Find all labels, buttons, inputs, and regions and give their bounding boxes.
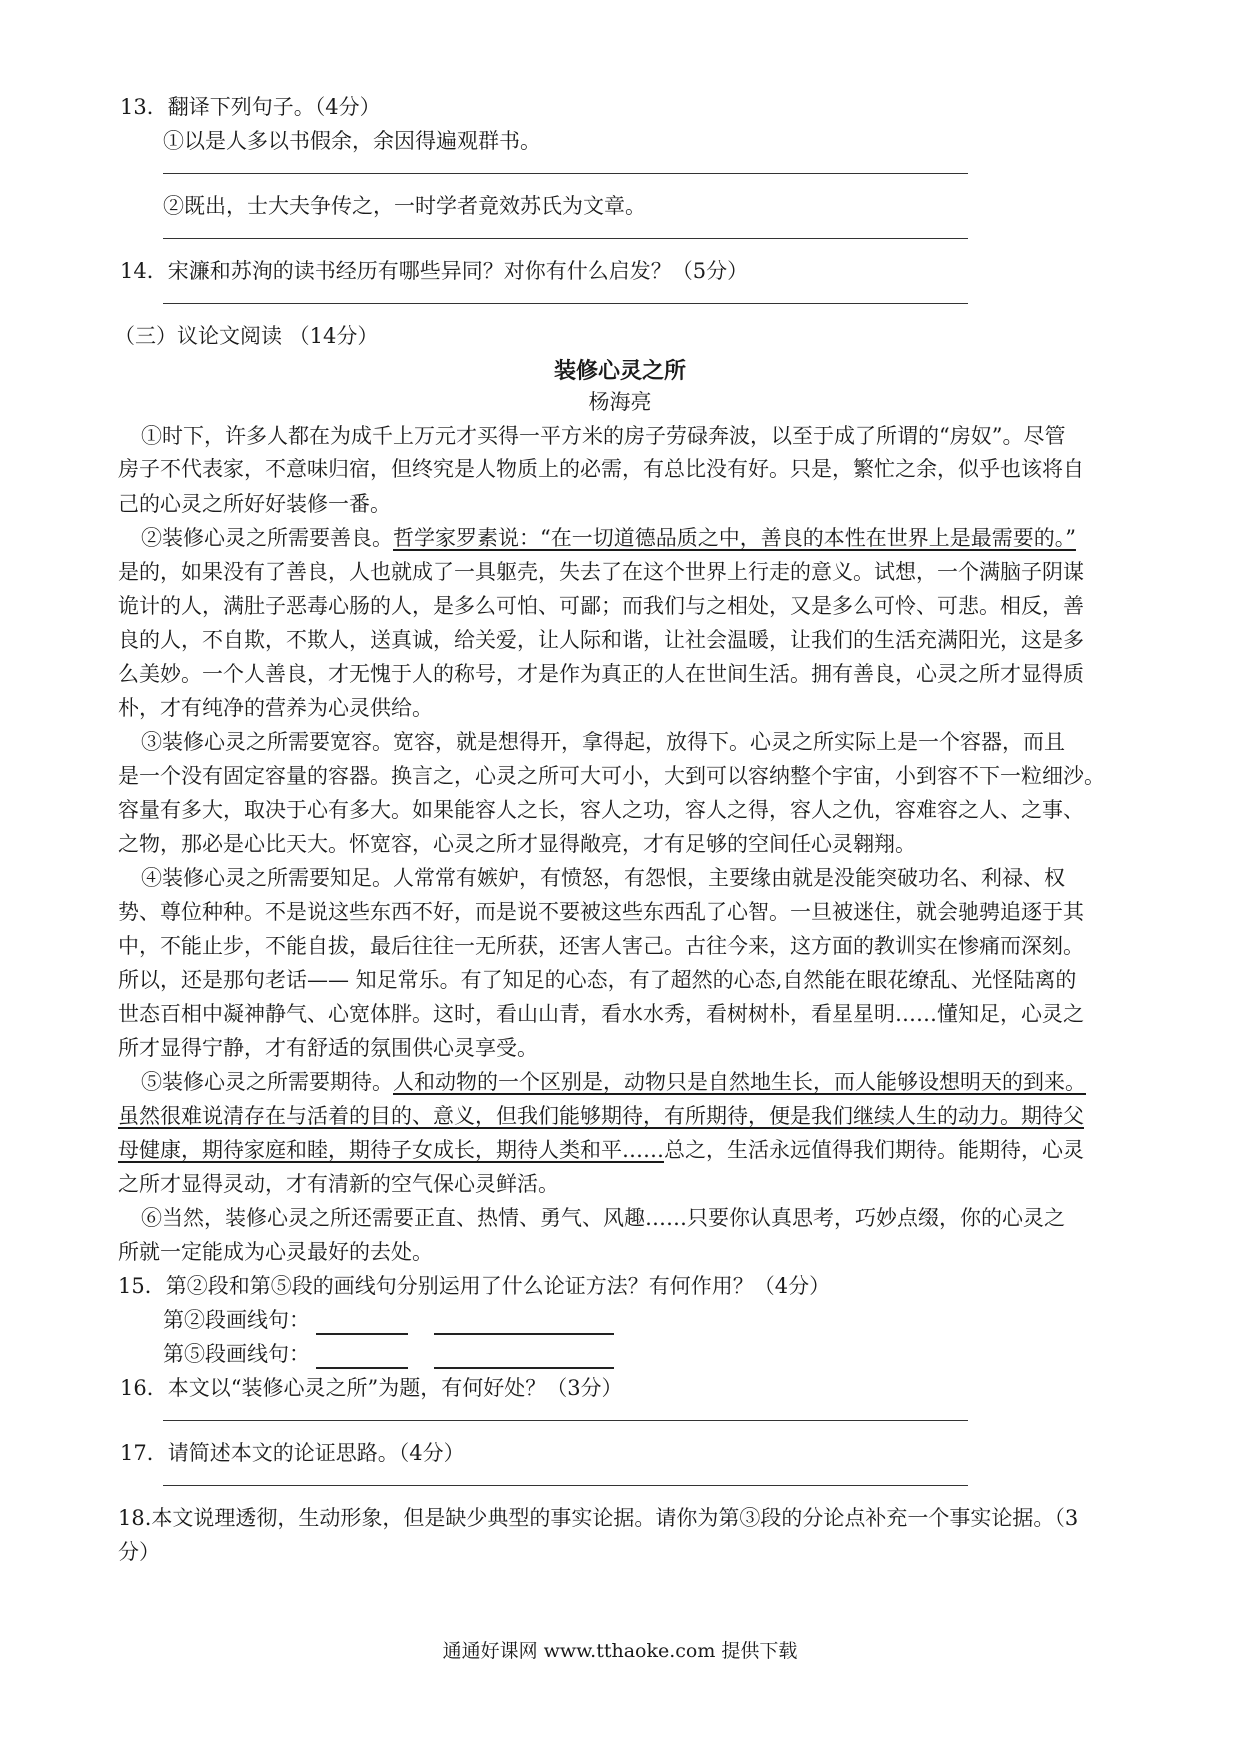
q15-answer-row-1 xyxy=(163,1305,614,1335)
article-para-3-line: ③装修心灵之所需要宽容。宽容，就是想得开，拿得起，放得下。心灵之所实际上是一个容器，而且 xyxy=(141,730,1065,754)
para-2-intro: ②装修心灵之所需要善良。 xyxy=(141,526,393,550)
q15-blank-effect-1[interactable] xyxy=(434,1313,614,1335)
article-para-6-line: ⑥当然，装修心灵之所还需要正直、热情、勇气、风趣……只要你认真思考，巧妙点缀，你的心灵之 xyxy=(141,1206,1065,1230)
article-para-1-line: ①时下，许多人都在为成千上万元才买得一平方米的房子劳碌奔波，以至于成了所谓的“房奴”。尽管 xyxy=(141,424,1066,448)
article-para-1-line: 己的心灵之所好好装修一番。 xyxy=(118,492,391,516)
article-title: 装修心灵之所 xyxy=(553,358,686,384)
q14-stem: 14．宋濂和苏洵的读书经历有哪些异同？对你有什么启发？（5分） xyxy=(120,259,749,283)
q15-blank-method-2[interactable] xyxy=(316,1347,408,1369)
article-para-6-line: 所就一定能成为心灵最好的去处。 xyxy=(118,1240,433,1264)
para-5-underlined-sentence: 母健康，期待家庭和睦，期待子女成长，期待人类和平…… xyxy=(118,1138,664,1162)
q15-answer-label-1: 第②段画线句： xyxy=(163,1308,310,1332)
q13-sentence-1: ①以是人多以书假余，余因得遍观群书。 xyxy=(163,129,541,153)
q13-answer-line-2 xyxy=(163,238,968,239)
article-para-5-line xyxy=(118,1135,1084,1165)
article-para-4-line: 中，不能止步，不能自拔，最后往往一无所获，还害人害己。古往今来，这方面的教训实在惨痛而深刻。 xyxy=(118,934,1084,958)
q18-stem-line-2: 分） xyxy=(118,1540,160,1564)
article-para-3-line: 是一个没有固定容量的容器。换言之，心灵之所可大可小，大到可以容纳整个宇宙，小到容不下一粒细沙。 xyxy=(118,764,1105,788)
q15-blank-effect-2[interactable] xyxy=(434,1347,614,1369)
article-para-5-line xyxy=(118,1101,1084,1131)
article-para-2-line: 么美妙。一个人善良，才无愧于人的称号，才是作为真正的人在世间生活。拥有善良，心灵之所才显得质 xyxy=(118,662,1084,686)
q16-stem: 16．本文以“装修心灵之所”为题，有何好处？（3分） xyxy=(120,1376,623,1400)
page-footer: 通通好课网 www.tthaoke.com 提供下载 xyxy=(442,1640,798,1662)
q15-stem: 15．第②段和第⑤段的画线句分别运用了什么论证方法？有何作用？（4分） xyxy=(118,1274,831,1298)
article-para-2-line: 良的人，不自欺，不欺人，送真诚，给关爱，让人际和谐，让社会温暖，让我们的生活充满阳光，这是多 xyxy=(118,628,1084,652)
article-para-4-line: 势、尊位种种。不是说这些东西不好，而是说不要被这些东西乱了心智。一旦被迷住，就会驰骋追逐于其 xyxy=(118,900,1084,924)
article-para-4-line: 世态百相中凝神静气、心宽体胖。这时，看山山青，看水水秀，看树树朴，看星星明……懂知足，心灵之 xyxy=(118,1002,1084,1026)
article-author: 杨海亮 xyxy=(588,390,652,414)
q13-stem: 13．翻译下列句子。（4分） xyxy=(120,95,381,119)
para-5-text: 总之，生活永远值得我们期待。能期待，心灵 xyxy=(664,1138,1084,1162)
article-para-5-line xyxy=(141,1067,1086,1097)
article-para-3-line: 之物，那必是心比天大。怀宽容，心灵之所才显得敞亮，才有足够的空间任心灵翱翔。 xyxy=(118,832,916,856)
article-para-2-line xyxy=(141,523,1076,553)
q15-answer-label-2: 第⑤段画线句： xyxy=(163,1342,310,1366)
article-para-4-line: 所以，还是那句老话—— 知足常乐。有了知足的心态，有了超然的心态,自然能在眼花缭乱、光怪陆离的 xyxy=(118,968,1077,992)
q17-stem: 17．请简述本文的论证思路。（4分） xyxy=(120,1441,465,1465)
article-para-4-line: ④装修心灵之所需要知足。人常常有嫉妒，有愤怒，有怨恨，主要缘由就是没能突破功名、利禄、权 xyxy=(141,866,1065,890)
article-para-1-line: 房子不代表家，不意味归宿，但终究是人物质上的必需，有总比没有好。只是，繁忙之余，似乎也该将自 xyxy=(118,457,1084,481)
para-5-underlined-sentence: 虽然很难说清存在与活着的目的、意义，但我们能够期待，有所期待，便是我们继续人生的动力。期待父 xyxy=(118,1104,1084,1128)
article-para-3-line: 容量有多大，取决于心有多大。如果能容人之长，容人之功，容人之得，容人之仇，容难容之人、之事、 xyxy=(118,798,1084,822)
article-para-2-line: 朴，才有纯净的营养为心灵供给。 xyxy=(118,696,433,720)
para-5-underlined-sentence: 人和动物的一个区别是，动物只是自然地生长，而人能够设想明天的到来。 xyxy=(393,1070,1086,1094)
article-para-5-line: 之所才显得灵动，才有清新的空气保心灵鲜活。 xyxy=(118,1172,559,1196)
q17-answer-line xyxy=(163,1485,968,1486)
article-para-2-line: 诡计的人，满肚子恶毒心肠的人，是多么可怕、可鄙；而我们与之相处，又是多么可怜、可悲。相反，善 xyxy=(118,594,1084,618)
q16-answer-line xyxy=(163,1420,968,1421)
q14-answer-line xyxy=(163,303,968,304)
para-2-underlined-sentence: 哲学家罗素说：“在一切道德品质之中，善良的本性在世界上是最需要的。” xyxy=(393,526,1076,550)
article-para-4-line: 所才显得宁静，才有舒适的氛围供心灵享受。 xyxy=(118,1036,538,1060)
q15-blank-method-1[interactable] xyxy=(316,1313,408,1335)
q13-sentence-2: ②既出，士大夫争传之，一时学者竟效苏氏为文章。 xyxy=(163,194,646,218)
q13-answer-line-1 xyxy=(163,173,968,174)
q15-answer-row-2 xyxy=(163,1339,614,1369)
q18-stem-line-1: 18.本文说理透彻，生动形象，但是缺少典型的事实论据。请你为第③段的分论点补充一个事实论据。（3 xyxy=(118,1506,1079,1530)
para-5-intro: ⑤装修心灵之所需要期待。 xyxy=(141,1070,393,1094)
section-heading: （三）议论文阅读 （14分） xyxy=(114,324,379,348)
article-para-2-line: 是的，如果没有了善良，人也就成了一具躯壳，失去了在这个世界上行走的意义。试想，一个满脑子阴谋 xyxy=(118,560,1084,584)
